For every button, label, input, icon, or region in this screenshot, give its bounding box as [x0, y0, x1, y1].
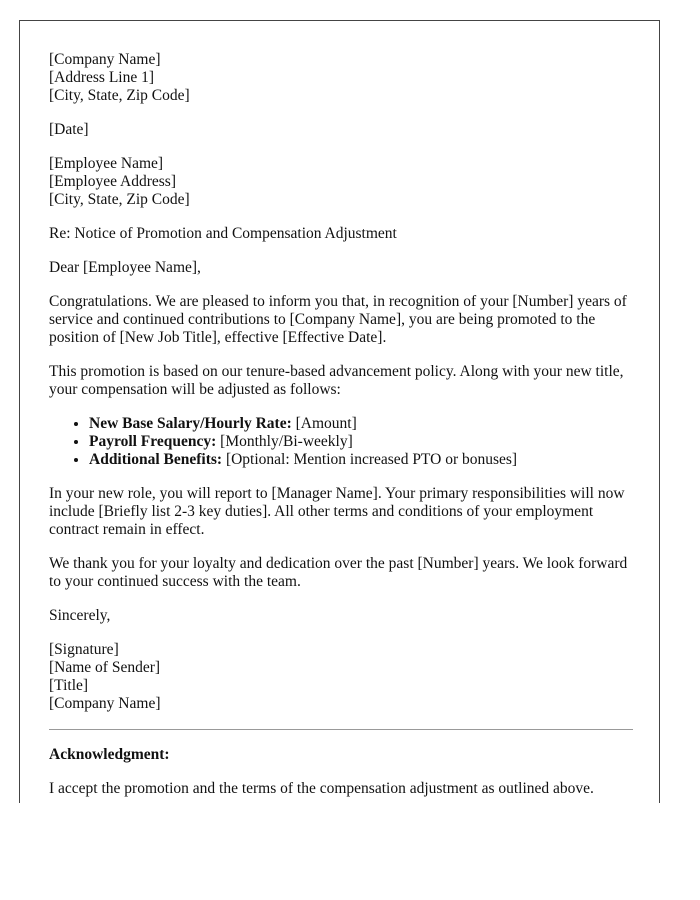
sender-address: [49, 51, 639, 105]
sender-city-state-zip: [City, State, Zip Code]: [49, 87, 190, 104]
term-value-payroll: [Monthly/Bi-weekly]: [216, 433, 353, 450]
term-label-benefits: Additional Benefits:: [89, 451, 223, 468]
list-item: [89, 415, 639, 433]
compensation-terms-list: [49, 415, 639, 469]
sender-address-line-1: [Address Line 1]: [49, 69, 155, 86]
sender-title: [Title]: [49, 677, 89, 694]
recipient-address: [49, 155, 639, 209]
term-value-benefits: [Optional: Mention increased PTO or bonuses]: [222, 451, 518, 468]
letter-page: [19, 20, 660, 803]
signature-block: [49, 641, 639, 713]
recipient-address-line: [Employee Address]: [49, 173, 176, 190]
sender-name: [Name of Sender]: [49, 659, 161, 676]
recipient-city-state-zip: [City, State, Zip Code]: [49, 191, 190, 208]
signature-placeholder: [Signature]: [49, 641, 119, 658]
body-paragraph-congratulations: Congratulations. We are pleased to inform you that, in recognition of your [Number] years of service and continued contributions to [Company Name], you are being promoted to the position of [New Job Title], effective [Effective Date].: [49, 293, 627, 346]
acknowledgment-text: I accept the promotion and the terms of the compensation adjustment as outlined above.: [49, 780, 594, 797]
list-item: [89, 433, 639, 451]
term-value-salary: [Amount]: [291, 415, 357, 432]
salutation: Dear [Employee Name],: [49, 259, 201, 276]
list-item: [89, 451, 639, 469]
term-label-payroll: Payroll Frequency:: [89, 433, 217, 450]
term-label-salary: New Base Salary/Hourly Rate:: [89, 415, 292, 432]
letter-date: [49, 121, 639, 139]
subject-line: Re: Notice of Promotion and Compensation Adjustment: [49, 225, 397, 242]
body-paragraph-policy: This promotion is based on our tenure-based advancement policy. Along with your new title, your compensation will be adjusted as follows:: [49, 363, 624, 398]
body-paragraph-thanks: We thank you for your loyalty and dedication over the past [Number] years. We look forward to your continued success with the team.: [49, 555, 628, 590]
signature-company-name: [Company Name]: [49, 695, 161, 712]
acknowledgment-heading: Acknowledgment:: [49, 746, 170, 763]
letter-content: [49, 51, 639, 814]
date-text: [Date]: [49, 121, 89, 138]
section-divider: [49, 729, 633, 730]
sign-off: Sincerely,: [49, 607, 111, 624]
body-paragraph-role: In your new role, you will report to [Manager Name]. Your primary responsibilities will now include [Briefly list 2-3 key duties]. All other terms and conditions of your employment contract remain in effect.: [49, 485, 625, 538]
recipient-name: [Employee Name]: [49, 155, 164, 172]
sender-company-name: [Company Name]: [49, 51, 161, 68]
